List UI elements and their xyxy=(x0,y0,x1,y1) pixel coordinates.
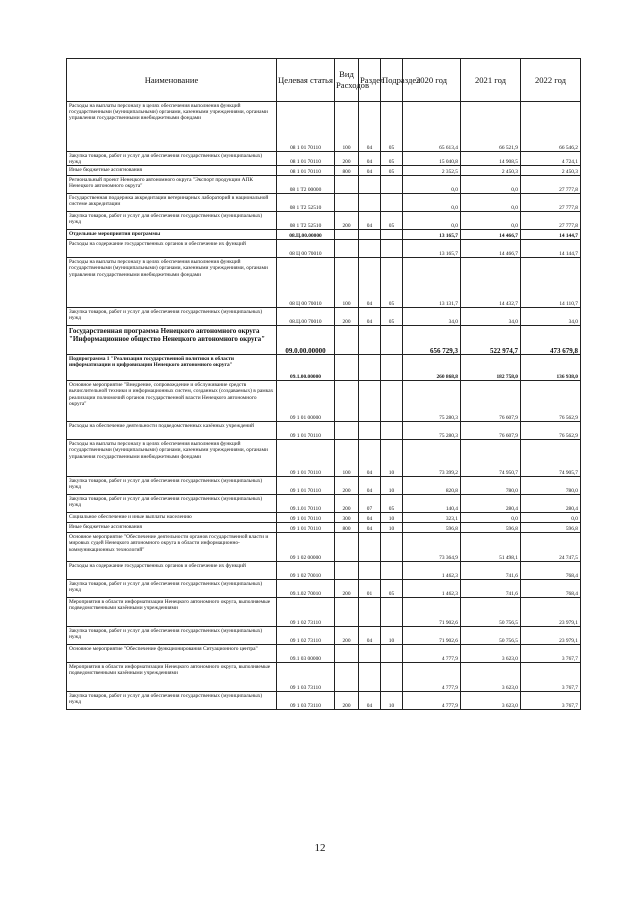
row-value-2022: 280,4 xyxy=(521,495,581,513)
budget-table xyxy=(66,58,581,710)
row-value-2021: 14 432,7 xyxy=(461,258,521,308)
table-row xyxy=(67,440,581,477)
table-row xyxy=(67,523,581,533)
row-expense-type: 200 xyxy=(335,308,359,326)
row-value-2022: 76 562,9 xyxy=(521,381,581,422)
row-subsection xyxy=(381,381,403,422)
row-value-2022: 23 979,1 xyxy=(521,598,581,627)
table-row xyxy=(67,645,581,663)
row-expense-type xyxy=(335,355,359,381)
row-expense-type xyxy=(335,422,359,440)
row-subsection: 10 xyxy=(381,627,403,645)
row-expense-type xyxy=(335,598,359,627)
row-expense-type xyxy=(335,240,359,258)
row-value-2021: 14 466,7 xyxy=(461,230,521,240)
row-value-2021: 0,0 xyxy=(461,513,521,523)
row-subsection xyxy=(381,562,403,580)
row-value-2022: 76 562,9 xyxy=(521,422,581,440)
row-subsection: 10 xyxy=(381,440,403,477)
row-value-2020: 73 364,9 xyxy=(403,533,461,562)
row-value-2022: 23 979,1 xyxy=(521,627,581,645)
row-value-2021: 3 623,0 xyxy=(461,663,521,692)
row-name: Расходы на выплаты персоналу в целях обеспечения выполнения функций государственными (муниципальными) органами, казенными учреждениями, органами управления государственными внебюджетными фондами xyxy=(67,440,277,477)
table-row xyxy=(67,598,581,627)
row-name: Основное мероприятие "Обеспечение функционирования Ситуационного центра" xyxy=(67,645,277,663)
row-name: Закупка товаров, работ и услуг для обеспечения государственных (муниципальных) нужд xyxy=(67,212,277,230)
row-subsection xyxy=(381,326,403,355)
row-value-2021: 0,0 xyxy=(461,176,521,194)
row-section: 04 xyxy=(359,523,381,533)
row-value-2021: 3 623,0 xyxy=(461,692,521,710)
row-section: 01 xyxy=(359,580,381,598)
table-row xyxy=(67,495,581,513)
row-section xyxy=(359,533,381,562)
row-section xyxy=(359,422,381,440)
header-expense-type: Вид Расходов xyxy=(335,59,359,102)
table-header-row xyxy=(67,59,581,102)
row-value-2022: 473 679,8 xyxy=(521,326,581,355)
row-subsection xyxy=(381,663,403,692)
row-value-2020: 4 777,9 xyxy=(403,692,461,710)
table-row xyxy=(67,533,581,562)
row-target-article: 08.Ц.00 70010 xyxy=(277,308,335,326)
row-target-article: 09 1 03 73110 xyxy=(277,692,335,710)
row-value-2021: 14 908,5 xyxy=(461,152,521,166)
row-name: Расходы на содержание государственных органов и обеспечение их функций xyxy=(67,562,277,580)
row-target-article: 09 1 02 73110 xyxy=(277,627,335,645)
row-value-2020: 2 352,5 xyxy=(403,166,461,176)
row-value-2022: 3 767,7 xyxy=(521,645,581,663)
row-target-article: 09 1 01 70110 xyxy=(277,513,335,523)
row-name: Расходы на обеспечение деятельности подведомственных казённых учреждений xyxy=(67,422,277,440)
row-value-2021: 741,6 xyxy=(461,562,521,580)
row-section xyxy=(359,326,381,355)
row-value-2021: 0,0 xyxy=(461,212,521,230)
row-value-2021: 51 498,1 xyxy=(461,533,521,562)
row-value-2020: 596,8 xyxy=(403,523,461,533)
row-section xyxy=(359,645,381,663)
row-section: 04 xyxy=(359,692,381,710)
row-value-2021: 74 950,7 xyxy=(461,440,521,477)
row-value-2021: 66 521,9 xyxy=(461,102,521,152)
table-row xyxy=(67,166,581,176)
row-value-2022: 66 546,2 xyxy=(521,102,581,152)
row-name: Закупка товаров, работ и услуг для обеспечения государственных (муниципальных) нужд xyxy=(67,477,277,495)
row-target-article: 08 1 Т2 52510 xyxy=(277,212,335,230)
table-row xyxy=(67,326,581,355)
table-row xyxy=(67,513,581,523)
row-target-article: 09 1 01 70110 xyxy=(277,440,335,477)
table-row xyxy=(67,692,581,710)
row-section: 04 xyxy=(359,212,381,230)
row-value-2021: 741,6 xyxy=(461,580,521,598)
row-value-2020: 13 131,7 xyxy=(403,258,461,308)
row-name: Закупка товаров, работ и услуг для обеспечения государственных (муниципальных) нужд xyxy=(67,495,277,513)
row-subsection xyxy=(381,422,403,440)
row-subsection: 05 xyxy=(381,102,403,152)
header-subsection: Подраздел xyxy=(381,59,403,102)
row-value-2022: 780,0 xyxy=(521,477,581,495)
row-value-2020: 323,1 xyxy=(403,513,461,523)
row-section: 04 xyxy=(359,513,381,523)
row-name: Государственная поддержка аккредитации ветеринарных лабораторий в национальной системе аккредитации xyxy=(67,194,277,212)
table-row xyxy=(67,176,581,194)
row-subsection: 05 xyxy=(381,258,403,308)
row-section xyxy=(359,598,381,627)
row-value-2022: 768,4 xyxy=(521,562,581,580)
row-target-article: 08.Ц.00.00000 xyxy=(277,230,335,240)
row-section: 04 xyxy=(359,258,381,308)
row-subsection xyxy=(381,645,403,663)
row-target-article: 09 1 01 00000 xyxy=(277,381,335,422)
row-value-2021: 14 466,7 xyxy=(461,240,521,258)
row-value-2022: 136 938,0 xyxy=(521,355,581,381)
row-value-2021: 522 974,7 xyxy=(461,326,521,355)
table-row xyxy=(67,355,581,381)
budget-table-page xyxy=(66,58,580,710)
row-name: Региональный проект Ненецкого автономного округа "Экспорт продукции АПК Ненецкого автономного округа" xyxy=(67,176,277,194)
row-expense-type xyxy=(335,562,359,580)
row-name: Закупка товаров, работ и услуг для обеспечения государственных (муниципальных) нужд xyxy=(67,580,277,598)
row-target-article: 08 1 01 70110 xyxy=(277,102,335,152)
row-target-article: 09.0.00.00000 xyxy=(277,326,335,355)
row-value-2022: 3 767,7 xyxy=(521,663,581,692)
header-section: Раздел xyxy=(359,59,381,102)
row-name: Расходы на выплаты персоналу в целях обеспечения выполнения функций государственными (муниципальными) органами, казенными учреждениями, органами управления государственными внебюджетными фондами xyxy=(67,258,277,308)
row-value-2020: 140,4 xyxy=(403,495,461,513)
row-value-2020: 0,0 xyxy=(403,212,461,230)
row-section: 04 xyxy=(359,627,381,645)
table-row xyxy=(67,562,581,580)
row-value-2022: 14 144,7 xyxy=(521,230,581,240)
row-section: 04 xyxy=(359,308,381,326)
row-value-2020: 1 462,3 xyxy=(403,562,461,580)
row-expense-type xyxy=(335,230,359,240)
row-value-2020: 13 165,7 xyxy=(403,230,461,240)
row-subsection xyxy=(381,598,403,627)
row-target-article: 08 1 Т2 00000 xyxy=(277,176,335,194)
table-row xyxy=(67,663,581,692)
row-value-2020: 71 902,6 xyxy=(403,627,461,645)
row-target-article: 09 1 03 73110 xyxy=(277,663,335,692)
header-year-2021: 2021 год xyxy=(461,59,521,102)
row-subsection: 10 xyxy=(381,692,403,710)
row-value-2020: 4 777,9 xyxy=(403,663,461,692)
header-year-2022: 2022 год xyxy=(521,59,581,102)
table-row xyxy=(67,152,581,166)
header-target-article: Целевая статья xyxy=(277,59,335,102)
row-value-2022: 596,8 xyxy=(521,523,581,533)
row-name: Отдельные мероприятия программы xyxy=(67,230,277,240)
row-target-article: 09.1 03 00000 xyxy=(277,645,335,663)
row-value-2020: 0,0 xyxy=(403,176,461,194)
row-section xyxy=(359,230,381,240)
row-expense-type xyxy=(335,663,359,692)
row-section: 04 xyxy=(359,440,381,477)
row-expense-type: 100 xyxy=(335,440,359,477)
row-expense-type: 200 xyxy=(335,627,359,645)
row-value-2022: 768,4 xyxy=(521,580,581,598)
row-value-2021: 50 756,5 xyxy=(461,627,521,645)
row-section xyxy=(359,562,381,580)
row-section: 04 xyxy=(359,166,381,176)
row-value-2020: 75 280,3 xyxy=(403,381,461,422)
table-body xyxy=(67,102,581,710)
row-name: Мероприятия в области информатизации Ненецкого автономного округа, выполняемые подведомственными казёнными учреждениями xyxy=(67,663,277,692)
row-value-2021: 50 756,5 xyxy=(461,598,521,627)
row-name: Иные бюджетные ассигнования xyxy=(67,166,277,176)
row-value-2020: 0,0 xyxy=(403,194,461,212)
row-expense-type xyxy=(335,533,359,562)
row-subsection: 05 xyxy=(381,212,403,230)
row-subsection: 10 xyxy=(381,513,403,523)
row-value-2021: 76 607,9 xyxy=(461,422,521,440)
row-value-2020: 34,0 xyxy=(403,308,461,326)
row-target-article: 09.1.00.00000 xyxy=(277,355,335,381)
row-value-2020: 13 165,7 xyxy=(403,240,461,258)
row-expense-type: 200 xyxy=(335,152,359,166)
row-expense-type: 100 xyxy=(335,258,359,308)
table-row xyxy=(67,240,581,258)
row-subsection xyxy=(381,176,403,194)
row-value-2022: 2 450,3 xyxy=(521,166,581,176)
row-expense-type xyxy=(335,194,359,212)
row-value-2022: 14 110,7 xyxy=(521,258,581,308)
table-row xyxy=(67,102,581,152)
row-value-2020: 65 613,4 xyxy=(403,102,461,152)
row-section xyxy=(359,381,381,422)
row-value-2022: 24 747,5 xyxy=(521,533,581,562)
row-value-2021: 182 758,0 xyxy=(461,355,521,381)
row-expense-type: 200 xyxy=(335,212,359,230)
header-name: Наименование xyxy=(67,59,277,102)
row-subsection xyxy=(381,240,403,258)
row-expense-type xyxy=(335,381,359,422)
table-row xyxy=(67,194,581,212)
row-value-2020: 4 777,9 xyxy=(403,645,461,663)
row-value-2020: 820,8 xyxy=(403,477,461,495)
row-name: Социальное обеспечение и иные выплаты населению xyxy=(67,513,277,523)
row-value-2022: 0,0 xyxy=(521,513,581,523)
table-row xyxy=(67,308,581,326)
row-value-2020: 73 399,2 xyxy=(403,440,461,477)
row-expense-type: 200 xyxy=(335,477,359,495)
row-target-article: 09 1 02 00000 xyxy=(277,533,335,562)
row-value-2021: 596,8 xyxy=(461,523,521,533)
row-value-2021: 3 623,0 xyxy=(461,645,521,663)
row-target-article: 08 1 01 70110 xyxy=(277,166,335,176)
table-row xyxy=(67,381,581,422)
row-target-article: 08 Ц 00 70010 xyxy=(277,240,335,258)
row-target-article: 09 1 01 70110 xyxy=(277,477,335,495)
page-number: 12 xyxy=(314,842,326,854)
row-name: Основное мероприятие "Внедрение, сопровождение и обслуживание средств вычислительной техники и информационных систем, созданных (создаваемых) в рамках реализации полномочий органов государственной власти Ненецкого автономного округа" xyxy=(67,381,277,422)
row-name: Основное мероприятие "Обеспечение деятельности органов государственной власти и мировых судей Ненецкого автономного округа в области информационно-коммуникационных технологий" xyxy=(67,533,277,562)
row-target-article: 09.1.02 70010 xyxy=(277,580,335,598)
row-expense-type: 800 xyxy=(335,523,359,533)
row-subsection xyxy=(381,194,403,212)
row-value-2022: 74 905,7 xyxy=(521,440,581,477)
row-value-2022: 14 144,7 xyxy=(521,240,581,258)
row-section: 04 xyxy=(359,477,381,495)
row-value-2020: 656 729,3 xyxy=(403,326,461,355)
row-target-article: 08 1 01 70110 xyxy=(277,152,335,166)
row-subsection: 05 xyxy=(381,308,403,326)
row-target-article: 09 1 02 70010 xyxy=(277,562,335,580)
row-value-2021: 76 607,9 xyxy=(461,381,521,422)
row-target-article: 08 1 Т2 52510 xyxy=(277,194,335,212)
row-value-2022: 3 767,7 xyxy=(521,692,581,710)
row-target-article: 09 1 02 73110 xyxy=(277,598,335,627)
row-name: Закупка товаров, работ и услуг для обеспечения государственных (муниципальных) нужд xyxy=(67,692,277,710)
row-subsection: 05 xyxy=(381,495,403,513)
row-expense-type: 200 xyxy=(335,495,359,513)
row-name: Закупка товаров, работ и услуг для обеспечения государственных (муниципальных) нужд xyxy=(67,152,277,166)
row-subsection xyxy=(381,230,403,240)
row-value-2020: 15 040,8 xyxy=(403,152,461,166)
row-section: 04 xyxy=(359,152,381,166)
row-expense-type xyxy=(335,645,359,663)
row-target-article: 09 1 01 70110 xyxy=(277,523,335,533)
row-section xyxy=(359,355,381,381)
row-target-article: 09.1.01 70110 xyxy=(277,495,335,513)
row-subsection xyxy=(381,533,403,562)
row-subsection: 05 xyxy=(381,580,403,598)
row-expense-type: 800 xyxy=(335,166,359,176)
row-value-2022: 27 777,8 xyxy=(521,212,581,230)
table-row xyxy=(67,230,581,240)
row-value-2021: 780,0 xyxy=(461,477,521,495)
row-value-2021: 2 450,3 xyxy=(461,166,521,176)
table-row xyxy=(67,212,581,230)
row-subsection xyxy=(381,355,403,381)
row-value-2021: 280,4 xyxy=(461,495,521,513)
row-value-2022: 27 777,8 xyxy=(521,194,581,212)
header-year-2020: 2020 год xyxy=(403,59,461,102)
row-value-2021: 0,0 xyxy=(461,194,521,212)
row-value-2020: 71 902,6 xyxy=(403,598,461,627)
row-value-2021: 34,0 xyxy=(461,308,521,326)
row-name: Подпрограмма 1 "Реализация государственной политики в области информатизации и цифровизации Ненецкого автономного округа" xyxy=(67,355,277,381)
row-expense-type: 200 xyxy=(335,580,359,598)
row-subsection: 05 xyxy=(381,152,403,166)
row-value-2020: 75 280,3 xyxy=(403,422,461,440)
row-name: Государственная программа Ненецкого автономного округа "Информационное общество Ненецкого автономного округа" xyxy=(67,326,277,355)
row-expense-type xyxy=(335,326,359,355)
table-row xyxy=(67,477,581,495)
row-section xyxy=(359,194,381,212)
row-value-2022: 27 777,8 xyxy=(521,176,581,194)
row-name: Расходы на содержание государственных органов и обеспечение их функций xyxy=(67,240,277,258)
row-section xyxy=(359,240,381,258)
table-row xyxy=(67,627,581,645)
row-subsection: 10 xyxy=(381,523,403,533)
row-section xyxy=(359,176,381,194)
row-subsection: 05 xyxy=(381,166,403,176)
row-subsection: 10 xyxy=(381,477,403,495)
row-expense-type: 200 xyxy=(335,692,359,710)
row-name: Закупка товаров, работ и услуг для обеспечения государственных (муниципальных) нужд xyxy=(67,308,277,326)
row-value-2022: 34,0 xyxy=(521,308,581,326)
row-section xyxy=(359,663,381,692)
row-value-2020: 260 868,8 xyxy=(403,355,461,381)
row-value-2020: 1 462,3 xyxy=(403,580,461,598)
table-row xyxy=(67,580,581,598)
row-section: 07 xyxy=(359,495,381,513)
table-row xyxy=(67,422,581,440)
row-name: Закупка товаров, работ и услуг для обеспечения государственных (муниципальных) нужд xyxy=(67,627,277,645)
row-expense-type: 100 xyxy=(335,102,359,152)
row-name: Мероприятия в области информатизации Ненецкого автономного округа, выполняемые подведомственными казёнными учреждениями xyxy=(67,598,277,627)
row-target-article: 09 1 01 70110 xyxy=(277,422,335,440)
row-section: 04 xyxy=(359,102,381,152)
row-expense-type: 300 xyxy=(335,513,359,523)
row-expense-type xyxy=(335,176,359,194)
row-name: Расходы на выплаты персоналу в целях обеспечения выполнения функций государственными (муниципальными) органами, казенными учреждениями, органами управления государственными внебюджетными фондами xyxy=(67,102,277,152)
row-target-article: 08 Ц 00 70010 xyxy=(277,258,335,308)
row-name: Иные бюджетные ассигнования xyxy=(67,523,277,533)
row-value-2022: 4 724,1 xyxy=(521,152,581,166)
table-row xyxy=(67,258,581,308)
